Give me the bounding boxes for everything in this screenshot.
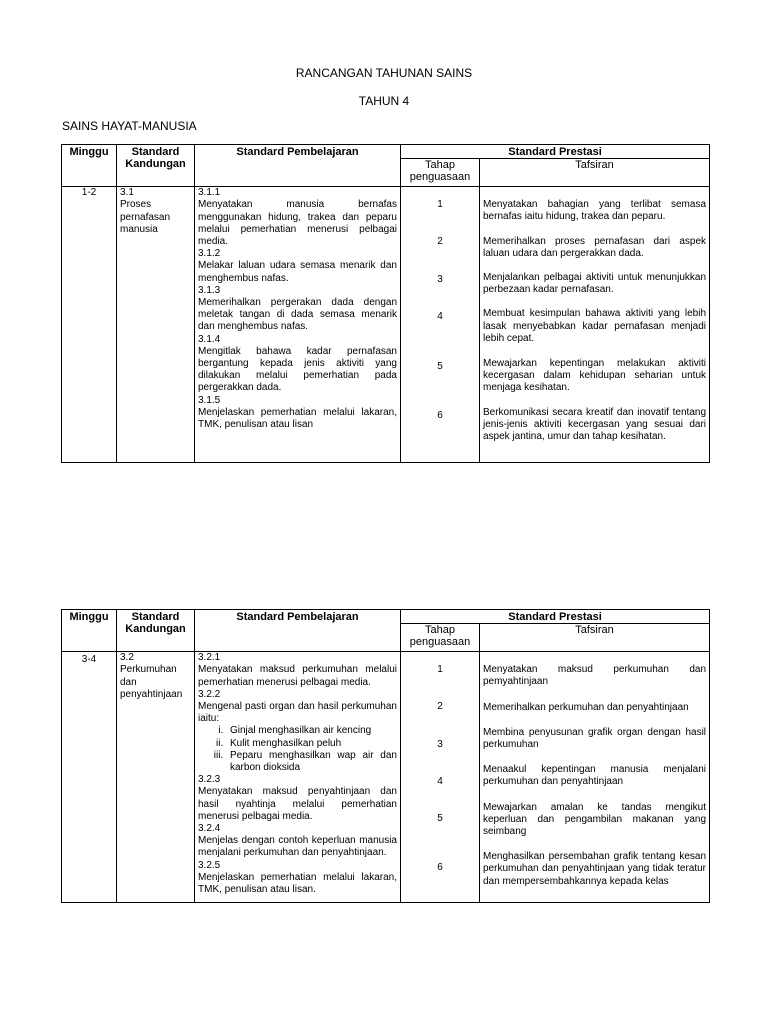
header-standard-kandungan: Standard Kandungan (117, 610, 195, 652)
header-standard-pembelajaran: Standard Pembelajaran (195, 145, 401, 187)
header-tahap-penguasaan: Tahap penguasaan (401, 159, 480, 187)
standard-pembelajaran-cell: 3.2.1 Menyatakan maksud perkumuhan melalui pemerhatian menerusi pelbagai media. 3.2.2 Mengenal pasti organ dan hasil perkumuhan iaitu: i. Ginjal menghasilkan air kencing ii. Kulit menghasilkan peluh iii. Peparu menghasilkan wap air dan karbon dioksida 3.2.3 Menyatakan maksud penyahtinjaan dan hasil nyahtinja melalui pemerhatian menerusi pelbagai media. 3.2.4 Menjelas dengan contoh keperluan manusia menjalani perkumuhan dan penyahtinjaan. 3.2.5 Menjelaskan pemerhatian melalui lakaran, TMK, penulisan atau lisan. (195, 652, 401, 903)
tafsiran-cell: Menyatakan maksud perkumuhan dan pemyahtinjaan Memerihalkan perkumuhan dan penyahtinjaan Membina penyusunan grafik organ dengan hasil perkumuhan Menaakul kepentingan manusia menjalani perkumuhan dan penyahtinjaan Mewajarkan amalan ke tandas mengikut keperluan dan pengambilan makanan yang seimbang Menghasilkan persembahan grafik tentang kesan perkumuhan dan penyahtinjaan yang tidak teratur dan mempersembahkannya kepada kelas (480, 652, 710, 903)
header-standard-prestasi: Standard Prestasi (401, 610, 710, 624)
standard-pembelajaran-cell: 3.1.1 Menyatakan manusia bernafas menggunakan hidung, trakea dan peparu melalui pemerhatian menerusi pelbagai media. 3.1.2 Melakar laluan udara semasa menarik dan menghembus nafas. 3.1.3 Memerihalkan pergerakan dada dengan meletak tangan di dada semasa menarik dan menghembus nafas. 3.1.4 Mengitlak bahawa kadar pernafasan bergantung kepada jenis aktiviti yang dilakukan melalui pemerhatian pada pergerakkan dada. 3.1.5 Menjelaskan pemerhatian melalui lakaran, TMK, penulisan atau lisan (195, 187, 401, 463)
document-title: RANCANGAN TAHUNAN SAINS (295, 66, 473, 80)
header-tafsiran: Tafsiran (480, 159, 710, 187)
header-standard-kandungan: Standard Kandungan (117, 145, 195, 187)
header-minggu: Minggu (62, 145, 117, 187)
organ-list: i. Ginjal menghasilkan air kencing ii. Kulit menghasilkan peluh iii. Peparu menghasilkan wap air dan karbon dioksida (198, 725, 397, 774)
tahap-penguasaan-cell: 1 2 3 4 5 6 (401, 187, 480, 463)
standard-kandungan-cell: 3.1 Proses pernafasan manusia (117, 187, 195, 463)
header-standard-prestasi: Standard Prestasi (401, 145, 710, 159)
section-heading: SAINS HAYAT-MANUSIA (62, 119, 197, 133)
plan-table-1 (61, 144, 710, 463)
header-minggu: Minggu (62, 610, 117, 652)
tahap-penguasaan-cell: 1 2 3 4 5 6 (401, 652, 480, 903)
tafsiran-cell: Menyatakan bahagian yang terlibat semasa bernafas iaitu hidung, trakea dan peparu. Memerihalkan proses pernafasan dari aspek laluan udara dan pergerakkan dada. Menjalankan pelbagai aktiviti untuk menunjukkan perbezaan kadar pernafasan. Membuat kesimpulan bahawa aktiviti yang lebih lasak menyebabkan kadar pernafasan menjadi lebih cepat. Mewajarkan kepentingan melakukan aktiviti kecergasan dalam kehidupan seharian untuk menjaga kesihatan. Berkomunikasi secara kreatif dan inovatif tentang jenis-jenis aktiviti kecergasan yang sesuai dari aspek jantina, umur dan tahap kesihatan. (480, 187, 710, 463)
header-tahap-penguasaan: Tahap penguasaan (401, 624, 480, 652)
minggu-cell: 1-2 (62, 187, 117, 463)
header-standard-pembelajaran: Standard Pembelajaran (195, 610, 401, 652)
header-tafsiran: Tafsiran (480, 624, 710, 652)
document-subtitle: TAHUN 4 (358, 94, 410, 108)
plan-table-2 (61, 609, 710, 903)
minggu-cell: 3-4 (62, 652, 117, 903)
standard-kandungan-cell: 3.2 Perkumuhan dan penyahtinjaan (117, 652, 195, 903)
